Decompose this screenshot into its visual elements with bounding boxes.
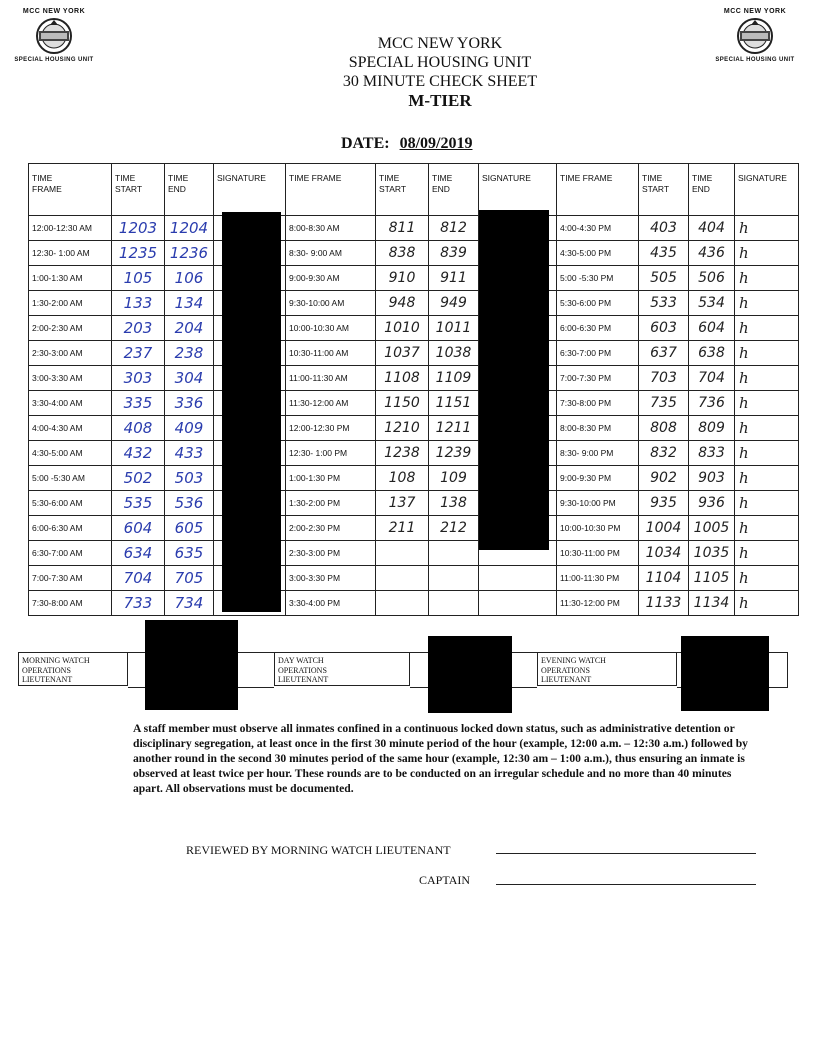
morning-watch-box [18,652,128,686]
watch-label: OPERATIONS [278,665,327,675]
time-end-cell: 809 [689,416,735,441]
time-end-cell: 1151 [429,391,479,416]
time-end-cell: 638 [689,341,735,366]
time-frame-cell: 5:00 -5:30 AM [29,466,112,491]
time-end-cell: 635 [165,541,214,566]
time-start-cell: 1037 [376,341,429,366]
table-row [29,466,799,491]
instructions-paragraph: A staff member must observe all inmates confined in a continuous locked down status, such as administrative detention or disciplinary segregation, at least once in the first 30 minute period of the hour (example, 12:00 a.m. – 12:30 a.m.) followed by another round in the second 30 minutes period of the same hour (example, 12:30 am – 1:00 a.m.), thus ensuring an inmate is observed at least twice per hour. These rounds are to be conducted on an irregular schedule and no more than 40 minutes apart. All observations must be documented. [133,722,748,795]
table-row [29,266,799,291]
time-frame-cell: 8:00-8:30 PM [557,416,639,441]
table-row [29,366,799,391]
table-row [29,566,799,591]
time-end-cell: 109 [429,466,479,491]
time-frame-cell: 3:30-4:00 PM [286,591,376,616]
check-sheet-table [28,163,799,616]
redaction-block [222,212,281,612]
time-end-cell: 1011 [429,316,479,341]
header-signature: SIGNATURE [214,164,286,216]
time-end-cell: 833 [689,441,735,466]
time-frame-cell: 8:30- 9:00 PM [557,441,639,466]
time-frame-cell: 6:00-6:30 PM [557,316,639,341]
time-end-cell: 1105 [689,566,735,591]
time-start-cell: 1034 [639,541,689,566]
time-start-cell: 634 [112,541,165,566]
watch-label: DAY WATCH [278,656,324,665]
time-end-cell: 436 [689,241,735,266]
time-start-cell: 902 [639,466,689,491]
time-start-cell: 505 [639,266,689,291]
logo-bottom-text: SPECIAL HOUSING UNIT [14,57,94,63]
time-start-cell: 211 [376,516,429,541]
reviewed-by-label: REVIEWED BY MORNING WATCH LIEUTENANT [186,843,451,857]
signature-cell [479,591,557,616]
time-end-cell: 949 [429,291,479,316]
time-start-cell: 105 [112,266,165,291]
captain-line [496,884,756,885]
time-end-cell: 839 [429,241,479,266]
time-start-cell: 237 [112,341,165,366]
time-end-cell: 1211 [429,416,479,441]
time-end-cell [429,591,479,616]
header-time-start: TIME START [376,164,429,216]
header-line1: MCC NEW YORK [377,35,503,52]
time-end-cell: 134 [165,291,214,316]
signature-cell: h [735,416,799,441]
time-frame-cell: 3:00-3:30 PM [286,566,376,591]
date-label: DATE: [341,135,390,152]
time-start-cell: 108 [376,466,429,491]
time-end-cell: 812 [429,216,479,241]
time-frame-cell: 7:30-8:00 AM [29,591,112,616]
time-frame-cell: 2:00-2:30 AM [29,316,112,341]
time-frame-cell: 2:30-3:00 PM [286,541,376,566]
header-time-start: TIME START [112,164,165,216]
time-frame-cell: 6:30-7:00 PM [557,341,639,366]
time-end-cell: 433 [165,441,214,466]
time-frame-cell: 4:00-4:30 AM [29,416,112,441]
time-frame-cell: 11:30-12:00 AM [286,391,376,416]
logo-top-text: MCC NEW YORK [723,8,787,15]
time-start-cell: 1133 [639,591,689,616]
signature-cell: h [735,316,799,341]
time-start-cell: 435 [639,241,689,266]
time-start-cell: 811 [376,216,429,241]
time-start-cell: 1203 [112,216,165,241]
redaction-block [428,636,512,713]
time-end-cell: 1204 [165,216,214,241]
header-tier: M-TIER [408,91,472,110]
time-frame-cell: 12:30- 1:00 PM [286,441,376,466]
time-frame-cell: 3:30-4:00 AM [29,391,112,416]
time-frame-cell: 12:30- 1:00 AM [29,241,112,266]
time-frame-cell: 9:00-9:30 PM [557,466,639,491]
time-end-cell: 506 [689,266,735,291]
time-frame-cell: 11:00-11:30 PM [557,566,639,591]
watch-label: MORNING WATCH [22,656,90,665]
header-line2: SPECIAL HOUSING UNIT [348,54,532,71]
time-frame-cell: 1:30-2:00 PM [286,491,376,516]
signature-cell: h [735,291,799,316]
logo-top-text: MCC NEW YORK [22,8,86,15]
logo-bottom-text: SPECIAL HOUSING UNIT [715,57,795,63]
day-watch-box [274,652,410,686]
watch-label: LIEUTENANT [22,675,73,684]
redaction-block [479,210,549,550]
header-time-frame: TIME FRAME [286,164,376,216]
time-frame-cell: 1:00-1:30 AM [29,266,112,291]
table-row [29,291,799,316]
time-start-cell: 133 [112,291,165,316]
header-time-start: TIME START [639,164,689,216]
time-frame-cell: 4:00-4:30 PM [557,216,639,241]
time-end-cell: 1134 [689,591,735,616]
header-time-end: TIME END [689,164,735,216]
signature-cell: h [735,441,799,466]
table-row [29,216,799,241]
signature-cell: h [735,541,799,566]
time-frame-cell: 5:00 -5:30 PM [557,266,639,291]
time-frame-cell: 10:00-10:30 PM [557,516,639,541]
reviewed-by-line [496,853,756,854]
time-end-cell: 106 [165,266,214,291]
watch-label: LIEUTENANT [541,675,592,684]
table-row [29,341,799,366]
shu-seal-icon [733,17,777,55]
time-start-cell: 432 [112,441,165,466]
time-frame-cell: 6:00-6:30 AM [29,516,112,541]
time-start-cell: 808 [639,416,689,441]
captain-label: CAPTAIN [419,873,471,887]
signature-cell: h [735,516,799,541]
time-frame-cell: 2:30-3:00 AM [29,341,112,366]
table-row [29,391,799,416]
time-end-cell: 204 [165,316,214,341]
header-time-frame: TIME FRAME [29,164,112,216]
signature-cell: h [735,591,799,616]
time-frame-cell: 7:30-8:00 PM [557,391,639,416]
time-end-cell: 936 [689,491,735,516]
time-frame-cell: 6:30-7:00 AM [29,541,112,566]
time-end-cell: 911 [429,266,479,291]
time-frame-cell: 11:00-11:30 AM [286,366,376,391]
header-time-end: TIME END [165,164,214,216]
time-start-cell: 303 [112,366,165,391]
time-frame-cell: 8:00-8:30 AM [286,216,376,241]
shu-seal-icon [32,17,76,55]
time-end-cell: 503 [165,466,214,491]
time-frame-cell: 9:30-10:00 AM [286,291,376,316]
signature-cell: h [735,266,799,291]
shu-logo-right [708,8,802,63]
watch-label: EVENING WATCH [541,656,606,665]
signature-cell: h [735,391,799,416]
table-row [29,491,799,516]
date-value: 08/09/2019 [399,135,473,152]
time-start-cell: 1108 [376,366,429,391]
header-signature: SIGNATURE [479,164,557,216]
time-frame-cell: 12:00-12:30 PM [286,416,376,441]
time-start-cell: 502 [112,466,165,491]
watch-label: OPERATIONS [541,665,590,675]
time-frame-cell: 10:00-10:30 AM [286,316,376,341]
header-signature: SIGNATURE [735,164,799,216]
time-start-cell: 604 [112,516,165,541]
time-frame-cell: 11:30-12:00 PM [557,591,639,616]
time-start-cell: 704 [112,566,165,591]
time-start-cell: 603 [639,316,689,341]
table-row [29,241,799,266]
time-end-cell: 238 [165,341,214,366]
time-frame-cell: 3:00-3:30 AM [29,366,112,391]
time-frame-cell: 9:00-9:30 AM [286,266,376,291]
table-row [29,416,799,441]
time-start-cell: 910 [376,266,429,291]
table-row [29,541,799,566]
time-frame-cell: 10:30-11:00 AM [286,341,376,366]
time-frame-cell: 9:30-10:00 PM [557,491,639,516]
time-start-cell: 832 [639,441,689,466]
header-line3: 30 MINUTE CHECK SHEET [342,73,538,90]
watch-label: OPERATIONS [22,665,71,675]
table-row [29,316,799,341]
time-end-cell: 1038 [429,341,479,366]
time-end-cell: 409 [165,416,214,441]
signature-cell: h [735,491,799,516]
time-end-cell: 1005 [689,516,735,541]
time-frame-cell: 1:30-2:00 AM [29,291,112,316]
time-start-cell: 335 [112,391,165,416]
table-row [29,516,799,541]
time-start-cell: 1238 [376,441,429,466]
time-end-cell: 336 [165,391,214,416]
time-end-cell: 404 [689,216,735,241]
time-start-cell: 1210 [376,416,429,441]
time-end-cell: 736 [689,391,735,416]
time-frame-cell: 7:00-7:30 PM [557,366,639,391]
time-end-cell: 138 [429,491,479,516]
time-end-cell: 903 [689,466,735,491]
time-start-cell: 1150 [376,391,429,416]
signature-cell: h [735,341,799,366]
time-frame-cell: 2:00-2:30 PM [286,516,376,541]
time-end-cell: 536 [165,491,214,516]
time-start-cell: 533 [639,291,689,316]
time-end-cell [429,541,479,566]
redaction-block [681,636,769,711]
redaction-block [145,620,238,710]
time-end-cell: 1035 [689,541,735,566]
time-frame-cell: 1:00-1:30 PM [286,466,376,491]
table-header-row [29,164,799,216]
signature-cell: h [735,241,799,266]
time-end-cell: 1109 [429,366,479,391]
signature-cell: h [735,466,799,491]
time-start-cell [376,541,429,566]
time-start-cell: 203 [112,316,165,341]
time-frame-cell: 8:30- 9:00 AM [286,241,376,266]
table-row [29,591,799,616]
time-end-cell: 534 [689,291,735,316]
time-start-cell: 838 [376,241,429,266]
signature-cell [479,566,557,591]
time-end-cell: 1239 [429,441,479,466]
time-start-cell: 948 [376,291,429,316]
time-start-cell [376,591,429,616]
time-end-cell: 604 [689,316,735,341]
document-header [250,34,630,110]
time-start-cell [376,566,429,591]
signature-cell: h [735,216,799,241]
time-frame-cell: 10:30-11:00 PM [557,541,639,566]
time-start-cell: 1004 [639,516,689,541]
time-frame-cell: 7:00-7:30 AM [29,566,112,591]
time-end-cell [429,566,479,591]
time-start-cell: 703 [639,366,689,391]
table-row [29,441,799,466]
time-start-cell: 535 [112,491,165,516]
shu-logo-left [7,8,101,63]
time-start-cell: 403 [639,216,689,241]
time-start-cell: 137 [376,491,429,516]
time-start-cell: 1235 [112,241,165,266]
evening-watch-box [537,652,677,686]
header-time-end: TIME END [429,164,479,216]
watch-label: LIEUTENANT [278,675,329,684]
time-end-cell: 212 [429,516,479,541]
time-end-cell: 705 [165,566,214,591]
time-start-cell: 735 [639,391,689,416]
time-start-cell: 733 [112,591,165,616]
signature-cell: h [735,566,799,591]
time-frame-cell: 4:30-5:00 PM [557,241,639,266]
time-frame-cell: 5:30-6:00 AM [29,491,112,516]
time-frame-cell: 4:30-5:00 AM [29,441,112,466]
header-time-frame: TIME FRAME [557,164,639,216]
signature-cell: h [735,366,799,391]
time-end-cell: 704 [689,366,735,391]
time-end-cell: 304 [165,366,214,391]
time-end-cell: 734 [165,591,214,616]
time-start-cell: 1010 [376,316,429,341]
time-start-cell: 1104 [639,566,689,591]
time-start-cell: 408 [112,416,165,441]
time-end-cell: 1236 [165,241,214,266]
time-start-cell: 935 [639,491,689,516]
time-end-cell: 605 [165,516,214,541]
time-start-cell: 637 [639,341,689,366]
time-frame-cell: 12:00-12:30 AM [29,216,112,241]
time-frame-cell: 5:30-6:00 PM [557,291,639,316]
date-field [341,135,482,153]
